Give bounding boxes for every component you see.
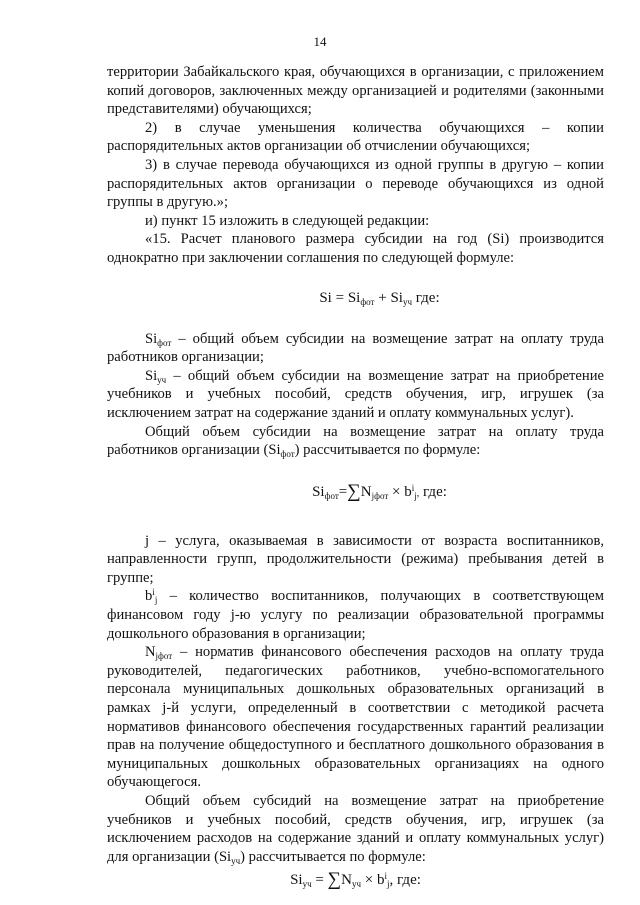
paragraph: Общий объем субсидии на возмещение затрат на оплату труда работников организации $(Si_{фот})$ рассчитывается по формуле:: [107, 423, 604, 460]
paragraph: и) пункт 15 изложить в следующей редакции:: [145, 212, 430, 229]
paragraph: 3) в случае перевода обучающихся из одной группы в другую – копии распорядительных актов организации о переводе обучающихся из одной группы в другую.»;: [107, 156, 604, 211]
paragraph: территории Забайкальского края, обучающихся в организации, с приложением копий договоров, заключенных между организацией и родителями (законными представителями) обучающихся;: [107, 64, 604, 118]
paragraph: $Si_{фот}$ – общий объем субсидии на возмещение затрат на оплату труда работников организации;: [107, 330, 604, 366]
paragraph: $b^i_j$ – количество воспитанников, получающих в соответствующем финансовом году j-ю услугу по реализации образовательной программы дошкольного образования в организации;: [107, 587, 604, 642]
formula-si-uch: $Si_{уч} = \sum N_{уч} \times b^i_j$, где:: [290, 869, 421, 891]
paragraph: 2) в случае уменьшения количества обучающихся – копии распорядительных актов организации об отчислении обучающихся;: [107, 119, 604, 155]
document-body: [107, 63, 604, 890]
paragraph: j – услуга, оказываемая в зависимости от возраста воспитанников, направленности групп, продолжительности (режима) пребывания детей в группе;: [107, 532, 604, 586]
paragraph: Общий объем субсидий на возмещение затрат на приобретение учебников и учебных пособий, средств обучения, игр, игрушек (за исключением расходов на содержание зданий и оплату коммунальных услуг) для организации $(Si_{уч})$ рассчитывается по формуле:: [107, 793, 604, 866]
formula-si-fot: $Si_{фот}=\sum N_{jфот} \times b^i_j$, где:: [312, 480, 447, 502]
page-number: 14: [313, 34, 327, 49]
paragraph: $Si_{уч}$ – общий объем субсидии на возмещение затрат на приобретение учебников и учебных пособий, средств обучения, игр, игрушек (за исключением затрат на содержание зданий и оплату коммунальных услуг).: [107, 367, 604, 421]
paragraph: $N_{jфот}$ – норматив финансового обеспечения расходов на оплату труда руководителей, педагогических работников, учебно-вспомогательного персонала муниципальных дошкольных образовательных организаций в рамках j-й услуги, определенный в соответствии с методикой расчета нормативов финансового обеспечения государственных гарантий реализации прав на получение общедоступного и бесплатного дошкольного образования в муниципальных дошкольных образовательных организациях на одного обучающегося.: [107, 644, 604, 791]
paragraph: «15. Расчет планового размера субсидии на год (Si) производится однократно при заключении соглашения по следующей формуле:: [107, 231, 604, 266]
formula-si: $Si = Si_{фот} + Si_{уч}$ где:: [319, 289, 440, 307]
